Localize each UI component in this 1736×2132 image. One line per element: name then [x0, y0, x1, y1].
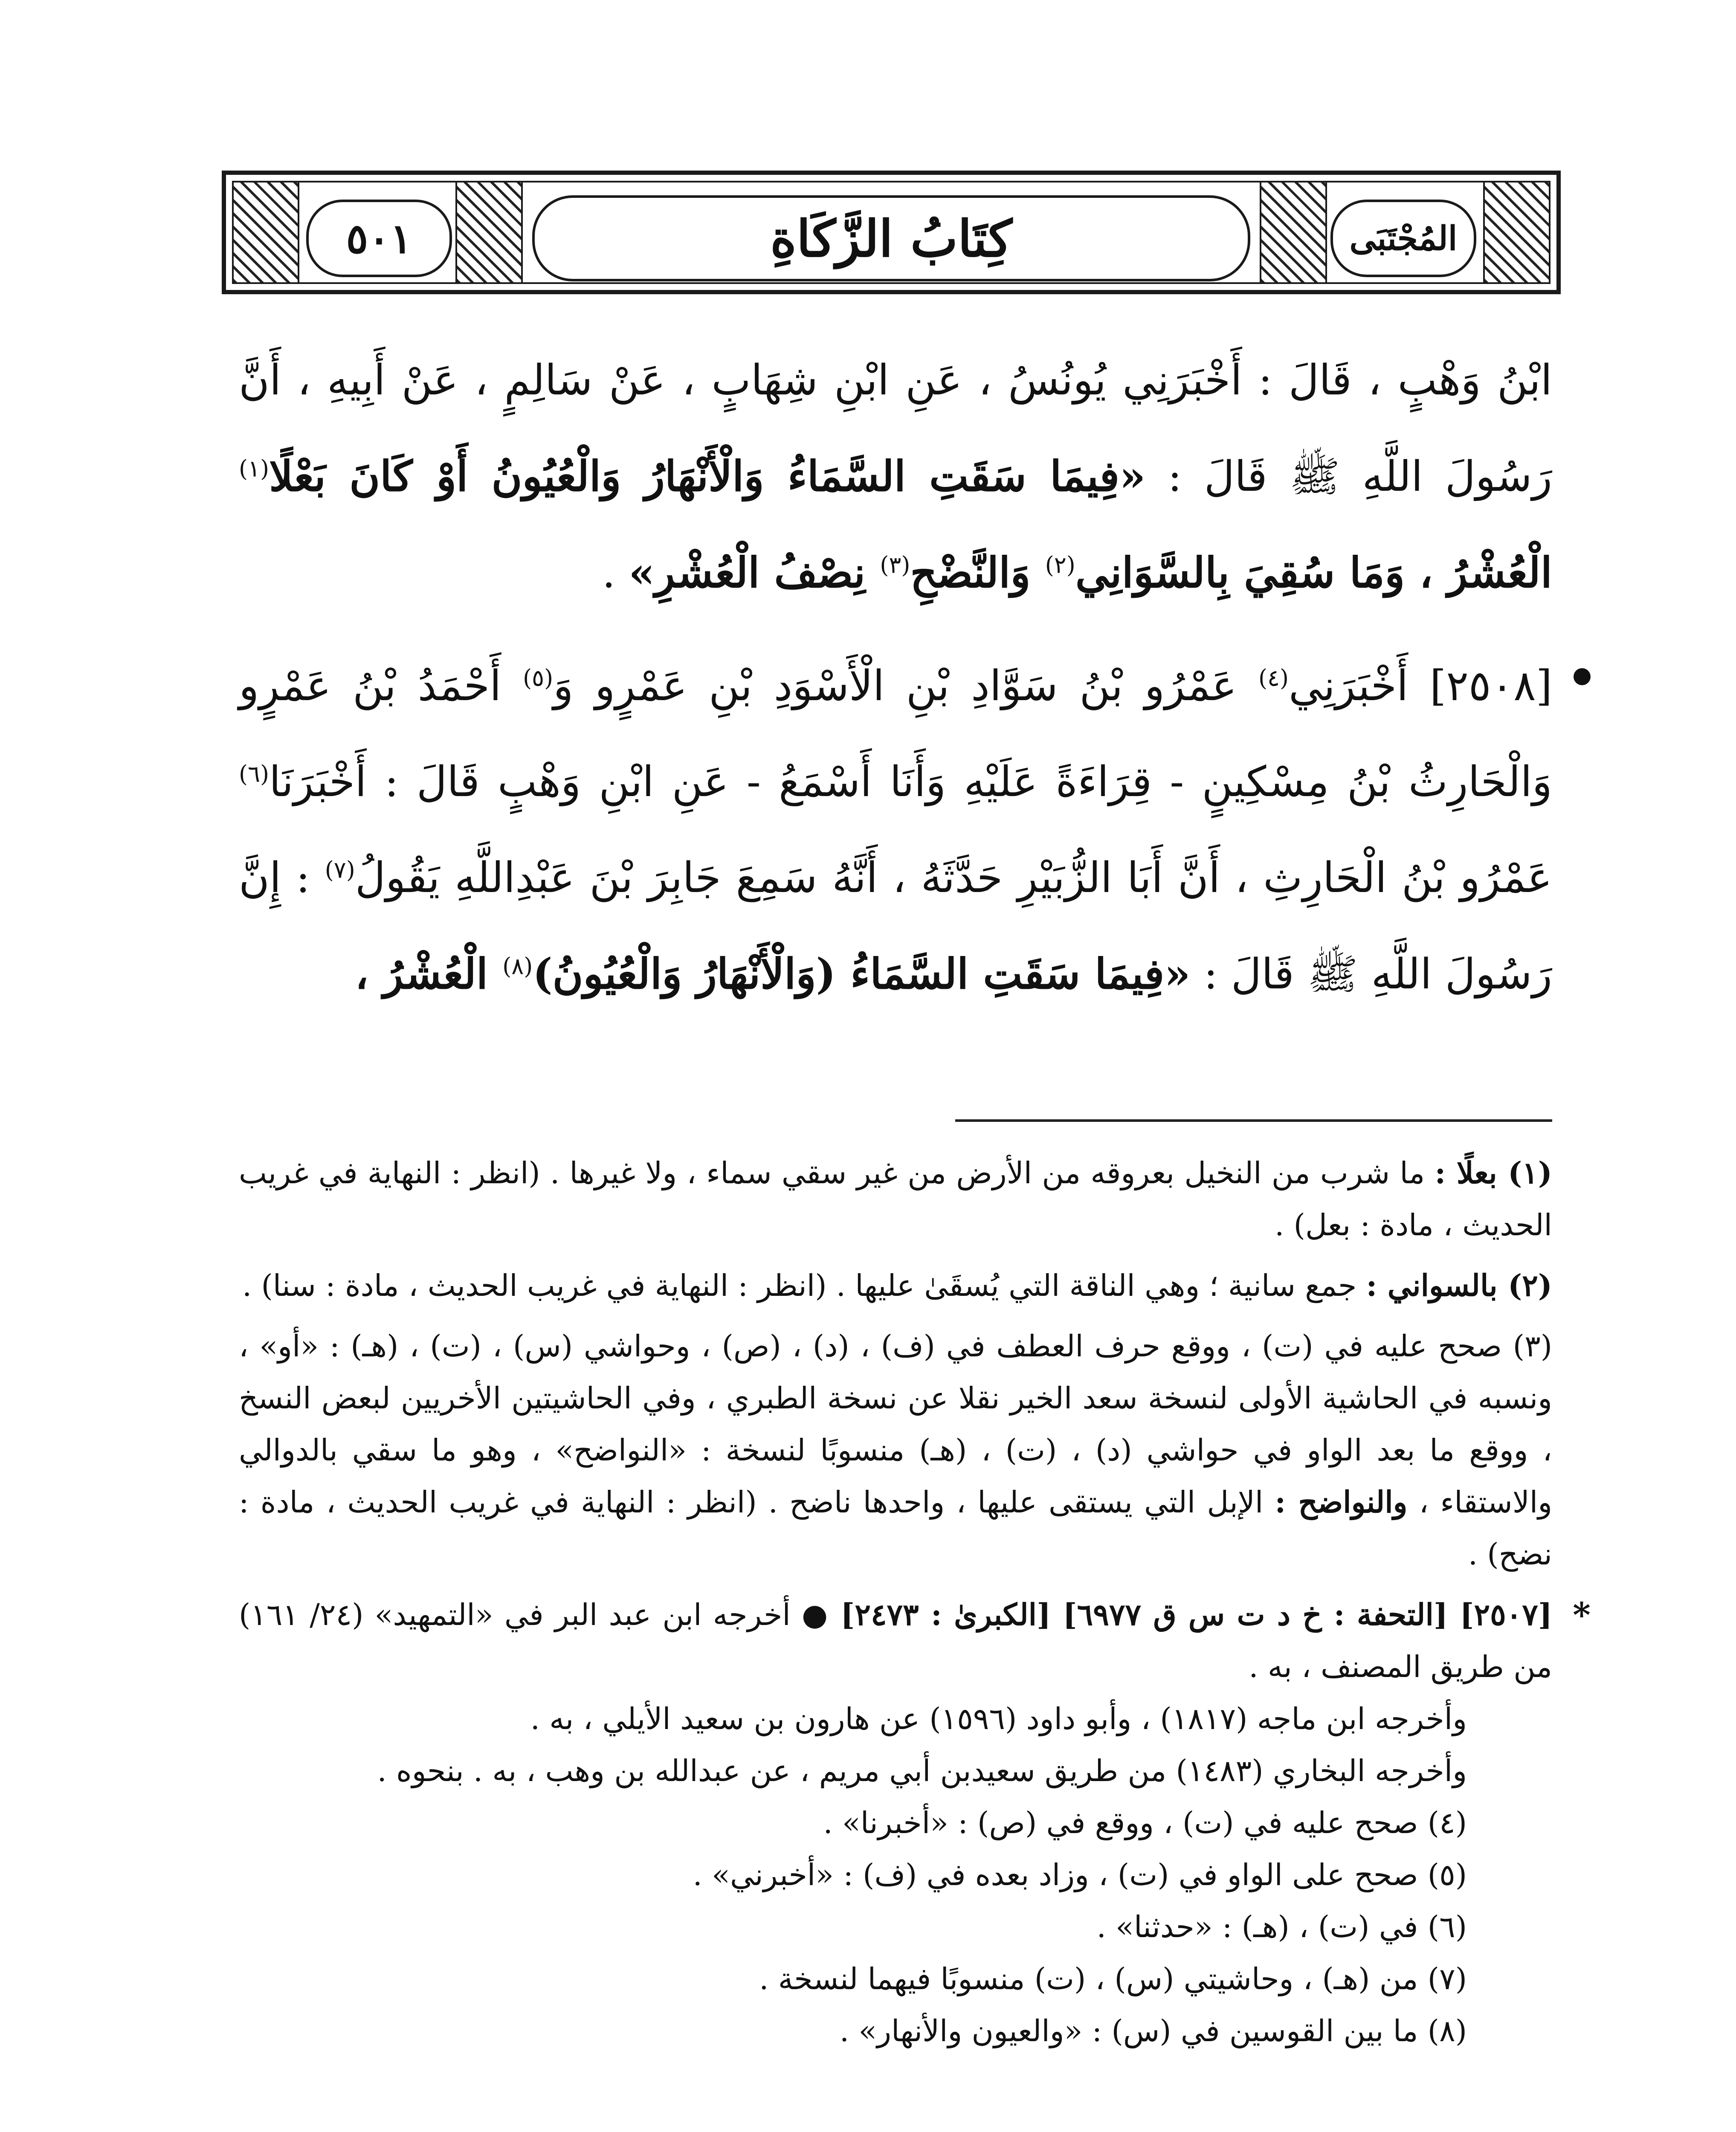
bullet-icon: [1574, 668, 1591, 685]
hadith-quote: «فِيمَا سَقَتِ السَّمَاءُ (وَالْأَنْهَارُ وَالْعُيُونُ): [533, 950, 1191, 999]
hadith-quote: الْعُشْرُ ، وَمَا سُقِيَ بِالسَّوَانِي: [1075, 548, 1552, 597]
chapter-title: كِتَابُ الزَّكَاةِ: [532, 195, 1250, 281]
ornament-left-inner: [455, 182, 523, 282]
text-run: أَحْمَدُ بْنُ عَمْرٍو وَالْحَارِثُ بْنُ مِسْكِينٍ - قِرَاءَةً عَلَيْهِ وَأَنَا أَسْمَعُ - عَنِ ابْنِ وَهْبٍ قَالَ : أَخْبَرَنَا: [239, 662, 1552, 806]
footnote-term: والنواضح :: [1275, 1484, 1408, 1520]
footnote-7: (٧) من (هـ) ، وحاشيتي (س) ، (ت) منسوبًا فيهما لنسخة .: [759, 1961, 1467, 1996]
footnote-label: (١) بعلًا :: [1435, 1155, 1552, 1191]
footnote-ref[interactable]: (٣): [880, 551, 910, 579]
page-number: ٥٠١: [306, 200, 452, 277]
footnote-separator: [955, 1119, 1552, 1122]
takhrij-line: وأخرجه البخاري (١٤٨٣) من طريق سعيدبن أبي مريم ، عن عبدالله بن وهب ، به . بنحوه .: [377, 1753, 1467, 1788]
text-run: رَسُولَ اللَّهِ ﷺ قَالَ :: [1145, 452, 1552, 501]
footnote-text: ● أخرجه ابن عبد البر في «التمهيد» (٢٤/ ١٦١) من طريق المصنف ، به .: [239, 1597, 1552, 1684]
ornament-left-outer: [234, 182, 299, 282]
footnote-3: [239, 1320, 1552, 1580]
main-text: [239, 333, 1552, 1023]
footnote-ref[interactable]: (٤): [1258, 664, 1289, 692]
footnote-text: ما شرب من النخيل بعروقه من الأرض من غير سقي سماء ، ولا غيرها . (انظر : النهاية في غريب الحديث ، مادة : بعل) .: [239, 1156, 1552, 1243]
star-icon: *: [1573, 1595, 1591, 1635]
takhrij-note: [239, 1589, 1591, 1693]
footnote-ref[interactable]: (٦): [239, 760, 270, 788]
header-frame: [232, 181, 1551, 284]
text-run: ابْنُ وَهْبٍ ، قَالَ : أَخْبَرَنِي يُونُسُ ، عَنِ ابْنِ شِهَابٍ ، عَنْ سَالِمٍ ، عَنْ أَبِيهِ ، أَنَّ: [239, 356, 1552, 405]
footnote-label: (٢) بالسواني :: [1366, 1268, 1552, 1303]
text-run: عَمْرُو بْنُ الْحَارِثِ ، أَنَّ أَبَا الزُّبَيْرِ حَدَّثَهُ ، أَنَّهُ سَمِعَ جَابِرَ بْنَ عَبْدِاللَّهِ يَقُولُ: [355, 854, 1552, 902]
footnote-6: (٦) في (ت) ، (هـ) : «حدثنا» .: [1096, 1909, 1467, 1944]
footnote-ref[interactable]: (٨): [502, 953, 533, 980]
hadith-quote: نِصْفُ الْعُشْرِ»: [629, 548, 880, 597]
footnote-text: جمع سانية ؛ وهي الناقة التي يُسقَىٰ عليها . (انظر : النهاية في غريب الحديث ، مادة : سنا) .: [242, 1268, 1366, 1303]
footnote-ref[interactable]: (١): [239, 455, 270, 482]
hadith-quote: «فِيمَا سَقَتِ السَّمَاءُ وَالْأَنْهَارُ وَالْعُيُونُ أَوْ كَانَ بَعْلًا: [269, 452, 1146, 501]
hadith-quote: الْعُشْرُ ،: [355, 950, 503, 999]
footnote-8: (٨) ما بين القوسين في (س) : «والعيون والأنهار» .: [839, 2013, 1467, 2048]
footnote-text: (٣) صحح عليه في (ت) ، ووقع حرف العطف في (ف) ، (د) ، (ص) ، وحواشي (س) ، (ت) ، (هـ) : «أو» ، ونسبه في الحاشية الأولى لنسخة سعد الخير نقلا عن نسخة الطبري ، وفي الحاشيتين الأخريين لبعض النسخ ، ووقع ما بعد الواو في حواشي (د) ، (ت) ، (هـ) منسوبًا لنسخة : «النواضح» ، وهو ما سقي بالدوالي والاستقاء ،: [239, 1329, 1553, 1520]
book-logo: المُجْتَبَى: [1330, 200, 1476, 277]
footnote-5: (٥) صحح على الواو في (ت) ، وزاد بعده في (ف) : «أخبرني» .: [693, 1857, 1467, 1892]
text-run: .: [602, 549, 629, 597]
footnote-1: [239, 1147, 1552, 1251]
text-run: عَمْرُو بْنُ سَوَّادِ بْنِ الْأَسْوَدِ بْنِ عَمْرٍو وَ: [553, 662, 1258, 710]
text-run: : إِنَّ رَسُولَ اللَّهِ ﷺ قَالَ :: [239, 854, 1552, 999]
footnote-text: الإبل التي يستقى عليها ، واحدها ناضح . (انظر : النهاية في غريب الحديث ، مادة : نضح) .: [239, 1485, 1552, 1572]
takhrij-reference: [٢٥٠٧] [التحفة : خ د ت س ق ٦٩٧٧] [الكبرىٰ : ٢٤٧٣]: [840, 1597, 1552, 1632]
ornament-right-outer: [1483, 182, 1549, 282]
hadith-quote: وَالنَّضْحِ: [910, 548, 1045, 597]
footnote-ref[interactable]: (٥): [523, 664, 554, 692]
paragraph-hadith-2507: [239, 333, 1552, 621]
footnote-ref[interactable]: (٧): [325, 856, 355, 884]
footnote-4: (٤) صحح عليه في (ت) ، ووقع في (ص) : «أخبرنا» .: [823, 1805, 1467, 1840]
hadith-number: [٢٥٠٨] أَخْبَرَنِي: [1288, 662, 1553, 710]
footnote-ref[interactable]: (٢): [1045, 551, 1075, 579]
ornament-right-inner: [1260, 182, 1327, 282]
takhrij-line: وأخرجه ابن ماجه (١٨١٧) ، وأبو داود (١٥٩٦) عن هارون بن سعيد الأيلي ، به .: [530, 1701, 1467, 1736]
footnote-2: [239, 1260, 1552, 1312]
footnotes: [239, 1147, 1591, 2057]
page-header: [222, 171, 1561, 294]
paragraph-hadith-2508: [239, 638, 1552, 1023]
